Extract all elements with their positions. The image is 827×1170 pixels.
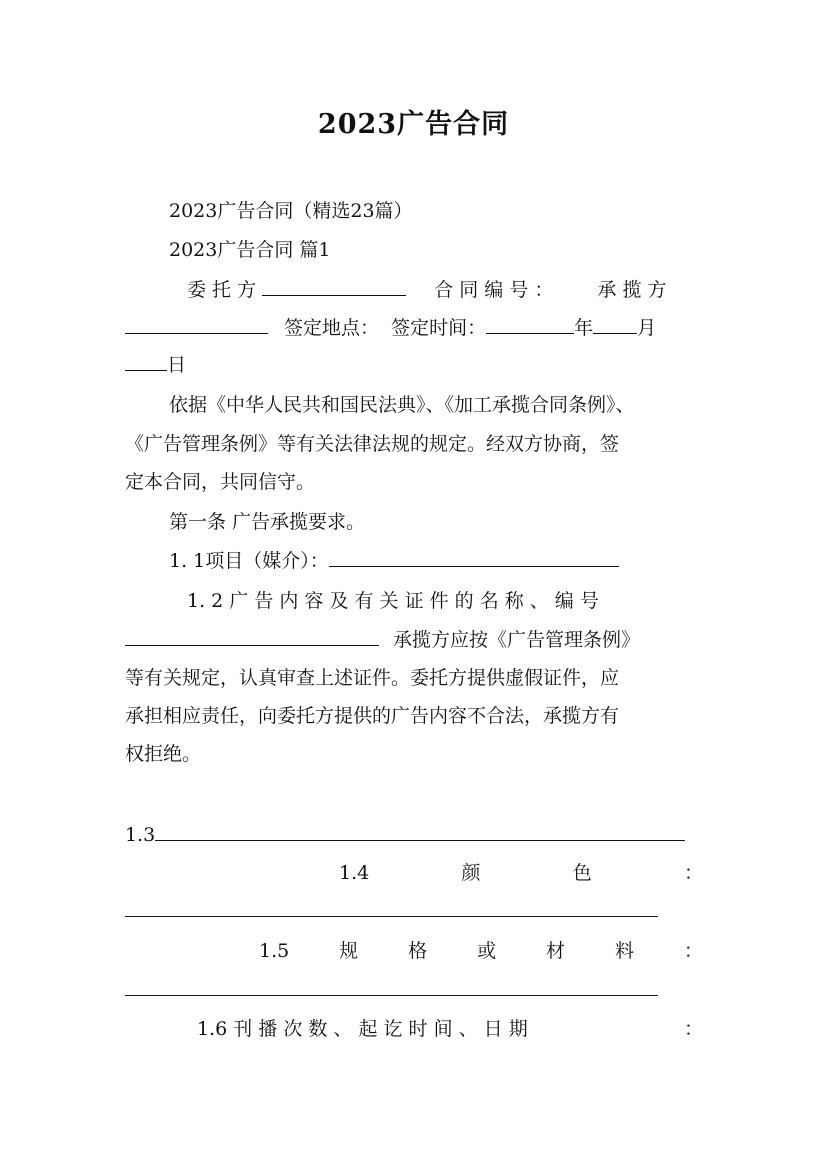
parties-line-2 xyxy=(125,313,703,343)
item-1-5-word-3: 或 xyxy=(477,940,497,962)
day-label: 日 xyxy=(167,354,187,376)
paragraph-1-line-3: 定本合同，共同信守。 xyxy=(125,471,316,493)
item-1-3 xyxy=(125,820,703,850)
item-1-5-number: 1.5 xyxy=(259,940,290,962)
article-1-heading: 第一条 广告承揽要求。 xyxy=(169,511,366,533)
item-1-5-word-5: 料 xyxy=(614,940,634,962)
parties-line-1 xyxy=(125,275,765,305)
item-1-5-colon: ： xyxy=(683,940,703,962)
sign-time-label: 签定时间： xyxy=(391,317,487,339)
section-heading: 2023广告合同 篇1 xyxy=(169,239,331,261)
item-1-5-blank xyxy=(125,975,658,996)
month-label: 月 xyxy=(637,317,657,339)
item-1-4-number: 1.4 xyxy=(339,862,370,884)
paragraph-2-line-1: 等有关规定，认真审查上述证件。委托方提供虚假证件，应 xyxy=(125,667,620,689)
item-1-3-blank xyxy=(155,820,685,841)
client-blank xyxy=(262,275,406,296)
item-1-5-word-1: 规 xyxy=(339,940,359,962)
year-blank xyxy=(486,313,574,334)
sign-place-label: 签定地点： xyxy=(284,317,380,339)
contract-no-label: 合 同 编 号 ： xyxy=(434,279,554,301)
contractor-blank xyxy=(125,313,268,334)
item-1-4-blank xyxy=(125,896,658,917)
paragraph-2-line-3: 权拒绝。 xyxy=(125,743,202,765)
item-1-5-line xyxy=(125,975,703,1005)
item-1-1-blank xyxy=(329,546,619,567)
item-1-5 xyxy=(125,936,703,966)
item-1-4-colon: ： xyxy=(683,862,703,884)
parties-line-3 xyxy=(125,350,703,380)
document-title: 2023广告合同 xyxy=(317,109,510,140)
item-1-4 xyxy=(125,858,703,888)
item-1-4-line xyxy=(125,896,703,926)
item-1-1-label: 1. 1项目（媒介）： xyxy=(169,550,329,572)
item-1-4-word-1: 颜 xyxy=(461,862,481,884)
item-1-6 xyxy=(125,1014,703,1044)
item-1-3-label: 1.3 xyxy=(125,824,156,846)
paragraph-2-line-2: 承担相应责任，向委托方提供的广告内容不合法，承揽方有 xyxy=(125,705,620,727)
item-1-2: 1. 2 广 告 内 容 及 有 关 证 件 的 名 称 、 编 号 xyxy=(187,590,599,612)
contractor-label: 承 揽 方 xyxy=(597,279,667,301)
year-label: 年 xyxy=(574,317,594,339)
item-1-5-word-2: 格 xyxy=(408,940,428,962)
item-1-6-label: 1.6 刊 播 次 数 、 起 讫 时 间 、 日 期 xyxy=(197,1018,528,1040)
item-1-4-word-2: 色 xyxy=(572,862,592,884)
day-blank xyxy=(125,350,167,371)
client-label: 委 托 方 xyxy=(187,279,257,301)
item-1-5-word-4: 材 xyxy=(546,940,566,962)
month-blank xyxy=(593,313,637,334)
item-1-6-colon: ： xyxy=(683,1018,703,1040)
item-1-2-blank xyxy=(125,625,379,646)
item-1-1 xyxy=(125,546,747,576)
paragraph-1-line-1: 依据《中华人民共和国民法典》、《加工承揽合同条例》、 xyxy=(169,394,635,416)
item-1-2-suffix: 承揽方应按《广告管理条例》 xyxy=(393,629,641,651)
item-1-2-continued xyxy=(125,625,703,655)
paragraph-1-line-2: 《广告管理条例》等有关法律法规的规定。经双方协商，签 xyxy=(125,433,620,455)
document-subtitle: 2023广告合同（精选23篇） xyxy=(169,200,413,222)
